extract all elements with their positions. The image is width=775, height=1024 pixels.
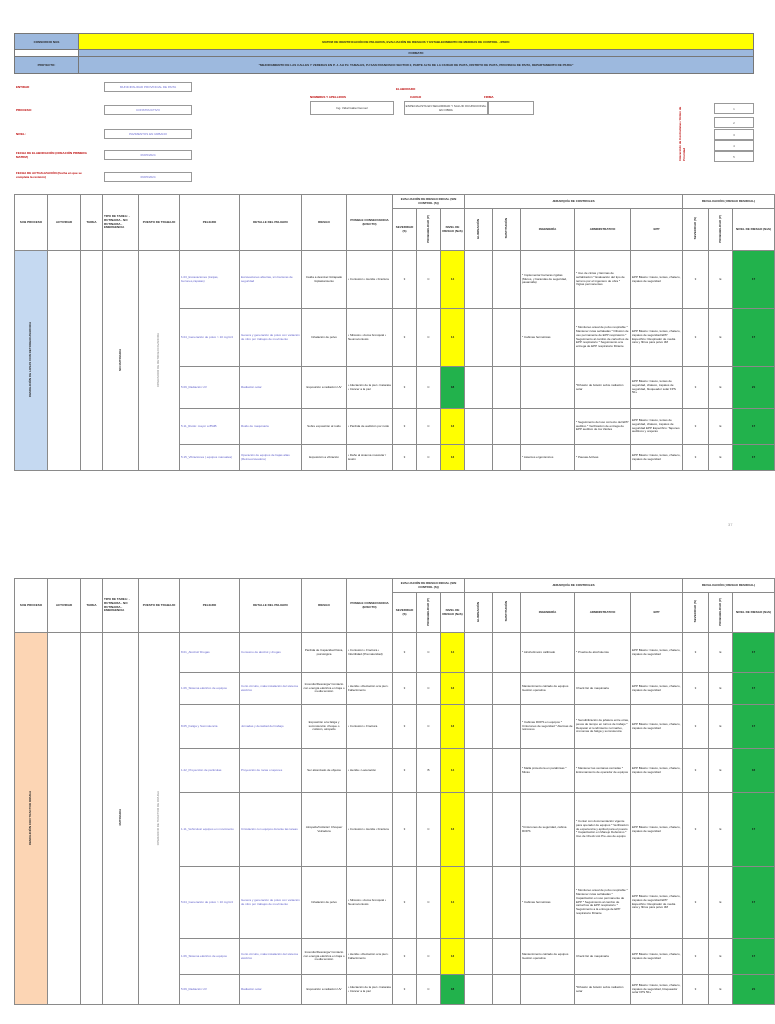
tipo-tarea-text: NO RUTINARIA — [117, 348, 122, 371]
sustitucion-cell — [493, 309, 521, 367]
nombres-label: NOMBRES Y APELLIDOS — [310, 95, 346, 99]
severidad-residual-cell: 3 — [683, 975, 709, 1005]
nivel-riesgo-residual-cell: 17 — [733, 867, 775, 939]
probabilidad-cell: C — [417, 673, 441, 705]
cargo-field[interactable]: ESPECIALISTA EN SEGURIDAD Y SALUD OCUPACIONAL EN OBRA — [404, 101, 488, 115]
format-label: FORMATO — [79, 50, 753, 56]
probabilidad-residual-cell: E — [709, 673, 733, 705]
ingenieria-cell: * Asientos ergonómicos — [521, 445, 575, 471]
epp-cell: EPP Básico: Casco, lentes de seguridad, chaleco, zapatos de seguridad EPP Específico: Tapones auditivos y orejeras — [631, 409, 683, 445]
nivel-riesgo-residual-cell: 21 — [733, 975, 775, 1005]
priority-cell: 3 — [714, 129, 754, 140]
peligro-cell: 5.11_Ruido: mayor a 85dB — [180, 409, 240, 445]
eliminacion-cell — [465, 445, 493, 471]
epp-cell: EPP Básico: Casco, lentes, chaleco, zapatos de seguridad — [631, 673, 683, 705]
probabilidad-cell: C — [417, 975, 441, 1005]
priority-cell: 5 — [714, 151, 754, 162]
ingenieria-cell: *Cinturones de seguridad, cabina ROPS — [521, 793, 575, 867]
tarea-cell — [81, 251, 103, 471]
consecuencia-cell: • Contusión • Herida • Fractura — [347, 251, 393, 309]
eliminacion-cell — [465, 409, 493, 445]
nivel-riesgo-cell: 14 — [441, 633, 465, 673]
probabilidad-cell: C — [417, 367, 441, 409]
administrativo-cell: * Contar con documentación vigente para operador de equipos * Verificación de experiencia y aptitud para el puesto * Capacitación en Manejo Defensivo * Uso de Check List Pre-uso de equipo — [575, 793, 631, 867]
nivel-riesgo-cell: 14 — [441, 749, 465, 793]
probabilidad-residual-cell: E — [709, 867, 733, 939]
severidad-cell: 3 — [393, 749, 417, 793]
eliminacion-cell — [465, 939, 493, 975]
nivel-riesgo-residual-cell: 17 — [733, 939, 775, 975]
consecuencia-cell: • Contusión • Fractura — [347, 705, 393, 749]
nivel-riesgo-cell: 13 — [441, 939, 465, 975]
ingenieria-cell: Mantenimiento calzado de equipos Gestión operativa — [521, 673, 575, 705]
eliminacion-cell — [465, 867, 493, 939]
eliminacion-cell — [465, 749, 493, 793]
detalle-cell: Proyección de rocas o tapones — [240, 749, 302, 793]
eliminacion-cell — [465, 793, 493, 867]
tipo-tarea-cell — [103, 251, 139, 471]
peligro-cell: 1.06_Sistema eléctrico de equipos — [180, 939, 240, 975]
eliminacion-cell — [465, 673, 493, 705]
consecuencia-cell: • Contusión • Herida • Fractura — [347, 793, 393, 867]
ingenieria-cell — [521, 367, 575, 409]
ingenieria-cell — [521, 409, 575, 445]
col-severidad-residual: SEVERIDAD (S) — [692, 600, 697, 623]
project-name: "MEJORAMIENTO DE LAS CALLES Y VEREDAS EN P. J. AH PJ. TAMALES, PJ SAN FRANCISCO SECTOR 2, PARTE ALTA DE LA CIUDAD DE PAITA, DISTRITO DE PAITA, PROVINCIA DE PAITA, DEPARTAMENTO DE PIURA" — [79, 57, 753, 73]
epp-cell: EPP Básico: Casco, lentes de seguridad, chaleco, zapatos de seguridad, bloqueador solar FPS 50+ — [631, 367, 683, 409]
page-2 — [14, 578, 771, 1024]
group-jerarquia: JERARQUÍA DE CONTROLES — [465, 195, 683, 209]
consecuencia-cell: • Contusión • Fractura • Infertilidad (Prematuridad) — [347, 633, 393, 673]
severidad-cell: 3 — [393, 705, 417, 749]
sustitucion-cell — [493, 705, 521, 749]
col-subproceso: SUB PROCESO — [15, 579, 48, 633]
fecha-elaboracion-field[interactable]: 06/05/2024 — [104, 150, 192, 160]
probabilidad-cell: C — [417, 309, 441, 367]
col-puesto: PUESTO DE TRABAJO — [139, 579, 180, 633]
col-severidad: SEVERIDAD (S) — [393, 593, 417, 633]
nivel-riesgo-residual-cell: 17 — [733, 251, 775, 309]
sustitucion-cell — [493, 939, 521, 975]
eliminacion-cell — [465, 975, 493, 1005]
eliminacion-cell — [465, 309, 493, 367]
firma-field[interactable] — [488, 101, 534, 115]
severidad-cell: 3 — [393, 367, 417, 409]
nivel-riesgo-cell: 18 — [441, 367, 465, 409]
col-administrativo: ADMINISTRATIVO — [575, 593, 631, 633]
peligro-cell: 5.09_Radiación UV — [180, 975, 240, 1005]
severidad-cell: 3 — [393, 673, 417, 705]
table-body-page1 — [15, 251, 775, 471]
severidad-cell: 3 — [393, 251, 417, 309]
severidad-cell: 3 — [393, 867, 417, 939]
nivel-riesgo-cell: 13 — [441, 409, 465, 445]
group-jerarquia: JERARQUÍA DE CONTROLES — [465, 579, 683, 593]
ingenieria-cell: * Implementar barreras rígidas (Muros, y barandas de seguridad, pasamalla) — [521, 251, 575, 309]
administrativo-cell: Check list de maquinaria — [575, 939, 631, 975]
tipo-tarea-text: RUTINARIA — [117, 809, 122, 826]
ingenieria-cell: * Malla protectora en parabrisas * Micas — [521, 749, 575, 793]
col-nivel: NIVEL DE RIESGO (NxS) — [441, 593, 465, 633]
sustitucion-cell — [493, 409, 521, 445]
firma-label: FIRMA — [484, 95, 494, 99]
epp-cell: EPP Básico: Casco, lentes, chaleco, zapatos de seguridad — [631, 749, 683, 793]
epp-cell: EPP Básico: Casco, lentes, chaleco, zapatos de seguridad EPP Específico: Respirador de media cara y filtros para polvo 3M — [631, 867, 683, 939]
administrativo-cell: * Seguimiento del uso correcto del EPP auditivo * Verificación de entrega de EPP auditivo de los Vardes — [575, 409, 631, 445]
col-nivel-residual: NIVEL DE RIESGO (NxS) — [733, 209, 775, 251]
administrativo-cell: * Sensibilización de jefatura entre otras, pesos de tiempo en turnos de trabajo * Respetar el rendimiento normativo, cronomas de fatiga y somnolencia — [575, 705, 631, 749]
col-probabilidad-residual: PROBABILIDAD (P) — [717, 214, 722, 243]
riesgo-cell: Exposición a radiación UV — [302, 975, 347, 1005]
detalle-cell: Radiación solar — [240, 367, 302, 409]
col-sustitucion: SUSTITUCIÓN — [503, 218, 508, 239]
entidad-field[interactable]: MUNICIPALIDAD PROVINCIAL DE PAITA — [104, 82, 192, 92]
proceso-label: PROCESO: — [16, 108, 33, 112]
detalle-cell: Ruido de maquinaria — [240, 409, 302, 445]
administrativo-cell: * Prueba de alcoholemia — [575, 633, 631, 673]
nivel-riesgo-cell: 13 — [441, 705, 465, 749]
probabilidad-residual-cell: E — [709, 309, 733, 367]
col-ingenieria: INGENIERÍA — [521, 209, 575, 251]
peligro-cell: 8.01_Alcohol/ Drogas — [180, 633, 240, 673]
peligro-cell: 5.15_Vibraciones ( equipos manuales) — [180, 445, 240, 471]
riesgo-cell: Incendio/Descarga/ Contacto con energía eléctrica en baja o media tensión — [302, 939, 347, 975]
col-probabilidad: PROBABILIDAD (P) — [425, 214, 430, 243]
sustitucion-cell — [493, 673, 521, 705]
severidad-cell: 3 — [393, 793, 417, 867]
detalle-cell: Circulación con equipos durante las tareas — [240, 793, 302, 867]
riesgo-cell: Caída a desnivel /Atrapado /Aplastamiento — [302, 251, 347, 309]
col-probabilidad: PROBABILIDAD (P) — [425, 597, 430, 626]
severidad-cell: 3 — [393, 445, 417, 471]
iperc-table-page2 — [14, 578, 775, 1005]
cargo-label: CARGO — [410, 95, 422, 99]
col-severidad-residual: SEVERIDAD (S) — [692, 217, 697, 240]
consecuencia-cell: • Herida • Afectación a la piel • Fallecimiento — [347, 939, 393, 975]
probabilidad-cell: C — [417, 939, 441, 975]
consecuencia-cell: • Herida • Afectación a la piel • Fallecimiento — [347, 673, 393, 705]
tarea-cell — [81, 633, 103, 1005]
epp-cell: EPP Básico: Casco, lentes, chaleco, zapatos de seguridad — [631, 793, 683, 867]
sustitucion-cell — [493, 867, 521, 939]
col-eliminacion: ELIMINACIÓN — [475, 601, 480, 622]
actividad-cell — [48, 251, 81, 471]
format-bar — [14, 50, 754, 57]
table-body-page2 — [15, 633, 775, 1005]
administrativo-cell: * Monitoreo anual de polvo respirable * Mantener rutas señaladas * Capacitación en uso permanente de EPP * Seguimiento al cambio de cartuchos de EPP respiratorio * Seguimiento a la entrega de EPP respiratorio filtrante — [575, 867, 631, 939]
consecuencia-cell: • Afectación de la piel • Catarata • Cáncer a la piel — [347, 367, 393, 409]
entidad-label: ENTIDAD — [16, 85, 30, 89]
probabilidad-cell: C — [417, 867, 441, 939]
priority-cell: 1 — [714, 103, 754, 114]
nivel-label: NIVEL: — [16, 132, 26, 136]
col-actividad: ACTIVIDAD — [48, 195, 81, 251]
group-residual: REVALUACIÓN ( RIESGO RESIDUAL) — [683, 579, 775, 593]
riesgo-cell: Incendio/Descarga/ Contacto con energía eléctrica en baja o media tensión — [302, 673, 347, 705]
col-detalle: DETALLE DEL PELIGRO — [240, 579, 302, 633]
ingenieria-cell — [521, 975, 575, 1005]
probabilidad-residual-cell: E — [709, 445, 733, 471]
fecha-elaboracion-label: FECHA DE ELABORACIÓN (CREACIÓN PRIMERA MATRIZ) — [16, 151, 87, 159]
probabilidad-residual-cell: E — [709, 367, 733, 409]
probabilidad-cell: C — [417, 251, 441, 309]
consecuencia-cell: • Herida • Laceración — [347, 749, 393, 793]
severidad-residual-cell: 3 — [683, 367, 709, 409]
sustitucion-cell — [493, 633, 521, 673]
severidad-cell: 3 — [393, 975, 417, 1005]
probabilidad-cell: C — [417, 793, 441, 867]
consecuencia-cell: • Daño al sistema muscular / lesión — [347, 445, 393, 471]
fecha-actualizacion-label: FECHA DE ACTUALIZACIÓN (Fecha en que se completa la revisión) — [16, 171, 82, 179]
severidad-cell: 3 — [393, 309, 417, 367]
elaborado-label: ELABORADO — [396, 87, 416, 91]
nivel-riesgo-residual-cell: 21 — [733, 367, 775, 409]
severidad-residual-cell: 3 — [683, 705, 709, 749]
eliminacion-cell — [465, 251, 493, 309]
riesgo-cell: Exposición a la fatiga y somnolencia: choque o colisión, atropello — [302, 705, 347, 749]
col-tipo-tarea: TIPO DE TAREA: - RUTINARIA - NO RUTINARIA - EMERGENCIA — [103, 195, 139, 251]
col-detalle: DETALLE DEL PELIGRO — [240, 195, 302, 251]
probabilidad-cell: B — [417, 749, 441, 793]
probabilidad-residual-cell: E — [709, 975, 733, 1005]
col-riesgo: RIESGO — [302, 195, 347, 251]
actividad-cell — [48, 633, 81, 1005]
riesgo-cell: Pérdida de Capacidad física, psicológica — [302, 633, 347, 673]
subproceso-cell — [15, 251, 48, 471]
detalle-cell: Corto circuito, mala instalación del sistema eléctrico — [240, 939, 302, 975]
severidad-residual-cell: 3 — [683, 673, 709, 705]
col-tarea: TAREA — [81, 579, 103, 633]
probabilidad-residual-cell: E — [709, 251, 733, 309]
severidad-cell: 3 — [393, 409, 417, 445]
riesgo-cell: Atropello/Colisión/ Choque/ Volcadura — [302, 793, 347, 867]
probabilidad-cell: C — [417, 445, 441, 471]
detalle-cell: Excavaciones abiertas, sin barreras de seguridad — [240, 251, 302, 309]
nivel-riesgo-cell: 14 — [441, 309, 465, 367]
severidad-residual-cell: 3 — [683, 309, 709, 367]
detalle-cell: Corto circuito, mala instalación del sistema eléctrico — [240, 673, 302, 705]
subproceso-text: DEMOLICIÓN DE LOSAS CON RETROEXCAVADORA — [28, 322, 33, 398]
nivel-riesgo-cell: 14 — [441, 867, 465, 939]
ingenieria-cell: * Cabinas herméticas — [521, 309, 575, 367]
tipo-tarea-cell — [103, 633, 139, 1005]
group-evaluacion: EVALUACIÓN DE RIESGO INICIAL (SIN CONTROL (S)) — [393, 195, 465, 209]
detalle-cell: Operación de equipos de bajas altas (Retroexcavadora) — [240, 445, 302, 471]
severidad-residual-cell: 3 — [683, 251, 709, 309]
puesto-text: OPERADOR DE RETROEXCAVADORA — [156, 332, 161, 387]
ingenieria-cell: * Cabinas ROPS en equipos * Cinturones de seguridad * Alarmas de retroceso — [521, 705, 575, 749]
col-tarea: TAREA — [81, 195, 103, 251]
nivel-riesgo-residual-cell: 16 — [733, 749, 775, 793]
col-epp: EPP — [631, 209, 683, 251]
administrativo-cell: *Difusión de boletín sobre radiación solar — [575, 367, 631, 409]
subproceso-text: DEMOLICIÓN CON TRACTOR ORUGA — [28, 790, 33, 845]
detalle-cell: Consumo de alcohol y drogas — [240, 633, 302, 673]
nivel-riesgo-residual-cell: 17 — [733, 309, 775, 367]
eliminacion-cell — [465, 633, 493, 673]
col-epp: EPP — [631, 593, 683, 633]
peligro-cell: 5.04_Generación de polvo > 10 mg/m3 — [180, 867, 240, 939]
project-bar — [14, 57, 754, 74]
nivel-riesgo-residual-cell: 17 — [733, 793, 775, 867]
probabilidad-residual-cell: E — [709, 749, 733, 793]
consecuencia-cell: • Silicosis • Asma bronquial • Neumoconiosis — [347, 867, 393, 939]
subproceso-cell — [15, 633, 48, 1005]
administrativo-cell: * Uso de cintas y láminas de señalización * Evaluación del tipo de terreno por el ingeniero de obra * Vigías permanentes — [575, 251, 631, 309]
col-consecuencia: POSIBLE CONSECUENCIA (EFECTO) — [347, 195, 393, 251]
project-label: PROYECTO: — [15, 57, 79, 73]
table-row — [15, 251, 775, 309]
sustitucion-cell — [493, 793, 521, 867]
eliminacion-cell — [465, 367, 493, 409]
col-peligro: PELIGRO — [180, 195, 240, 251]
nivel-riesgo-residual-cell: 17 — [733, 673, 775, 705]
nivel-riesgo-cell: 18 — [441, 975, 465, 1005]
eliminacion-cell — [465, 705, 493, 749]
detalle-cell: Jornadas y densidad del trabajo — [240, 705, 302, 749]
nivel-riesgo-residual-cell: 17 — [733, 445, 775, 471]
detalle-cell: Genera y generación de polvo con variación de nitro por trabajos de movimiento — [240, 867, 302, 939]
severidad-residual-cell: 3 — [683, 409, 709, 445]
col-actividad: ACTIVIDAD — [48, 579, 81, 633]
nivel-field[interactable]: PAVIMENTOS EN URBANO — [104, 129, 192, 139]
administrativo-cell: * Mantener las ventanas cerradas * Entrenamiento de operador de equipos — [575, 749, 631, 793]
nombre-field[interactable]: Ing. Vidal Gabel Gomez — [310, 101, 394, 115]
col-eliminacion: ELIMINACIÓN — [475, 218, 480, 239]
epp-cell: EPP Básico: Casco, lentes, chaleco, zapatos de seguridad EPP Específico: Respirador de media cara y filtros para polvo 3M — [631, 309, 683, 367]
probabilidad-residual-cell: E — [709, 793, 733, 867]
consecuencia-cell: • Silicosis • Asma bronquial • Neumoconiosis — [347, 309, 393, 367]
nivel-riesgo-residual-cell: 17 — [733, 705, 775, 749]
document-title: MATRIZ DE IDENTIFICACIÓN DE PELIGROS, EVALUACIÓN DE RIESGOS Y ESTABLECIMIENTO DE MEDIDAS DE CONTROL - IPERC — [79, 34, 753, 49]
page-1 — [14, 33, 771, 470]
puesto-cell — [139, 633, 180, 1005]
consecuencia-cell: • Afectación de la piel • Catarata • Cáncer a la piel — [347, 975, 393, 1005]
epp-cell: EPP Básico: Casco, lentes, chaleco, zapatos de seguridad — [631, 939, 683, 975]
col-probabilidad-residual: PROBABILIDAD (P) — [717, 597, 722, 626]
peligro-cell: 5.04_Generación de polvo > 10 mg/m3 — [180, 309, 240, 367]
probabilidad-cell: C — [417, 705, 441, 749]
probabilidad-residual-cell: E — [709, 409, 733, 445]
administrativo-cell: * Pausas Activas — [575, 445, 631, 471]
severidad-residual-cell: 3 — [683, 867, 709, 939]
col-nivel: NIVEL DE RIESGO (NxS) — [441, 209, 465, 251]
peligro-cell: 1.06_Sistema eléctrico de equipos — [180, 673, 240, 705]
administrativo-cell: Check list de maquinaria — [575, 673, 631, 705]
severidad-cell: 3 — [393, 633, 417, 673]
severidad-residual-cell: 3 — [683, 749, 709, 793]
side-priority-label: Interacción de Contratistas / Orden de Prioridad — [678, 106, 686, 161]
severidad-cell: 3 — [393, 939, 417, 975]
epp-cell: EPP Básico: Casco, lentes, chaleco, zapatos de seguridad — [631, 445, 683, 471]
sustitucion-cell — [493, 251, 521, 309]
table-row — [15, 633, 775, 673]
ingenieria-cell: * Alcoholímetro calibrado — [521, 633, 575, 673]
col-consecuencia: POSIBLE CONSECUENCIA (EFECTO) — [347, 579, 393, 633]
nivel-riesgo-cell: 13 — [441, 445, 465, 471]
riesgo-cell: Ser alcanzado de objetos — [302, 749, 347, 793]
probabilidad-residual-cell: E — [709, 633, 733, 673]
priority-cell: 2 — [714, 117, 754, 128]
epp-cell: EPP Básico: Casco, lentes, chaleco, zapatos de seguridad — [631, 705, 683, 749]
group-residual: REVALUACIÓN ( RIESGO RESIDUAL) — [683, 195, 775, 209]
epp-cell: EPP Básico: Casco, lentes, chaleco, zapatos de seguridad, bloqueador solar FPS 50+ — [631, 975, 683, 1005]
col-puesto: PUESTO DE TRABAJO — [139, 195, 180, 251]
group-evaluacion: EVALUACIÓN DE RIESGO INICIAL (SIN CONTROL (S)) — [393, 579, 465, 593]
peligro-cell: 1.03_Excavaciones (zanjas, buzones,zapatas) — [180, 251, 240, 309]
page-number: 37 — [728, 522, 733, 527]
ingenieria-cell: * Cabinas herméticas — [521, 867, 575, 939]
col-subproceso: SUB PROCESO — [15, 195, 48, 251]
peligro-cell: 8.05_Fatiga y Somnolencia — [180, 705, 240, 749]
col-severidad: SEVERIDAD (S) — [393, 209, 417, 251]
col-sustitucion: SUSTITUCIÓN — [503, 601, 508, 622]
nivel-riesgo-cell: 14 — [441, 251, 465, 309]
nivel-riesgo-cell: 13 — [441, 673, 465, 705]
nivel-riesgo-residual-cell: 17 — [733, 633, 775, 673]
peligro-cell: 1.11_Vehículos/ equipos en movimiento — [180, 793, 240, 867]
sustitucion-cell — [493, 975, 521, 1005]
col-tipo-tarea: TIPO DE TAREA: - RUTINARIA - NO RUTINARIA - EMERGENCIA — [103, 579, 139, 633]
col-administrativo: ADMINISTRATIVO — [575, 209, 631, 251]
epp-cell: EPP Básico: Casco, lentes, chaleco, zapatos de seguridad — [631, 633, 683, 673]
title-bar — [14, 33, 754, 50]
col-ingenieria: INGENIERÍA — [521, 593, 575, 633]
probabilidad-cell: C — [417, 409, 441, 445]
company-label: CONSORCIO NGS — [15, 34, 79, 49]
fecha-actualizacion-field[interactable]: 09/05/2024 — [104, 172, 192, 182]
detalle-cell: Radiación solar — [240, 975, 302, 1005]
epp-cell: EPP Básico: Casco, lentes, chaleco, zapatos de seguridad — [631, 251, 683, 309]
detalle-cell: Genera y generación de polvo con variación de nitro por trabajos de movimiento — [240, 309, 302, 367]
iperc-table-page1 — [14, 194, 775, 471]
administrativo-cell: *Difusión de boletín sobre radiación solar — [575, 975, 631, 1005]
severidad-residual-cell: 3 — [683, 939, 709, 975]
nivel-riesgo-cell: 13 — [441, 793, 465, 867]
riesgo-cell: Exposición a vibración — [302, 445, 347, 471]
administrativo-cell: * Monitoreo anual de polvo respirable * Mantener rutas señaladas * Difusión de uso permanente de EPP respiratorio * Seguimiento al cambio de cartuchos de EPP respiratorio * Seguimiento a la entrega de EPP respiratorio filtrante — [575, 309, 631, 367]
probabilidad-cell: C — [417, 633, 441, 673]
col-riesgo: RIESGO — [302, 579, 347, 633]
puesto-cell — [139, 251, 180, 471]
riesgo-cell: Sobre exposición al ruido — [302, 409, 347, 445]
peligro-cell: 1.22_Proyección de partículas — [180, 749, 240, 793]
puesto-text: OPERADOR DE TRACTOR DE ORUGA — [156, 790, 161, 845]
probabilidad-residual-cell: E — [709, 705, 733, 749]
severidad-residual-cell: 3 — [683, 793, 709, 867]
col-nivel-residual: NIVEL DE RIESGO (NxS) — [733, 593, 775, 633]
severidad-residual-cell: 3 — [683, 445, 709, 471]
probabilidad-residual-cell: E — [709, 939, 733, 975]
proceso-field[interactable]: CONSTRUCTIVO — [104, 105, 192, 115]
sustitucion-cell — [493, 367, 521, 409]
col-peligro: PELIGRO — [180, 579, 240, 633]
nivel-riesgo-residual-cell: 17 — [733, 409, 775, 445]
ingenieria-cell: Mantenimiento calzado de equipos Gestión operativa — [521, 939, 575, 975]
riesgo-cell: Inhalación de polvo — [302, 867, 347, 939]
riesgo-cell: Exposición a radiación UV — [302, 367, 347, 409]
consecuencia-cell: • Pérdida de audición por ruido — [347, 409, 393, 445]
sustitucion-cell — [493, 749, 521, 793]
riesgo-cell: Inhalación de polvo — [302, 309, 347, 367]
priority-cell: 4 — [714, 140, 754, 151]
severidad-residual-cell: 3 — [683, 633, 709, 673]
peligro-cell: 5.09_Radiación UV — [180, 367, 240, 409]
sustitucion-cell — [493, 445, 521, 471]
